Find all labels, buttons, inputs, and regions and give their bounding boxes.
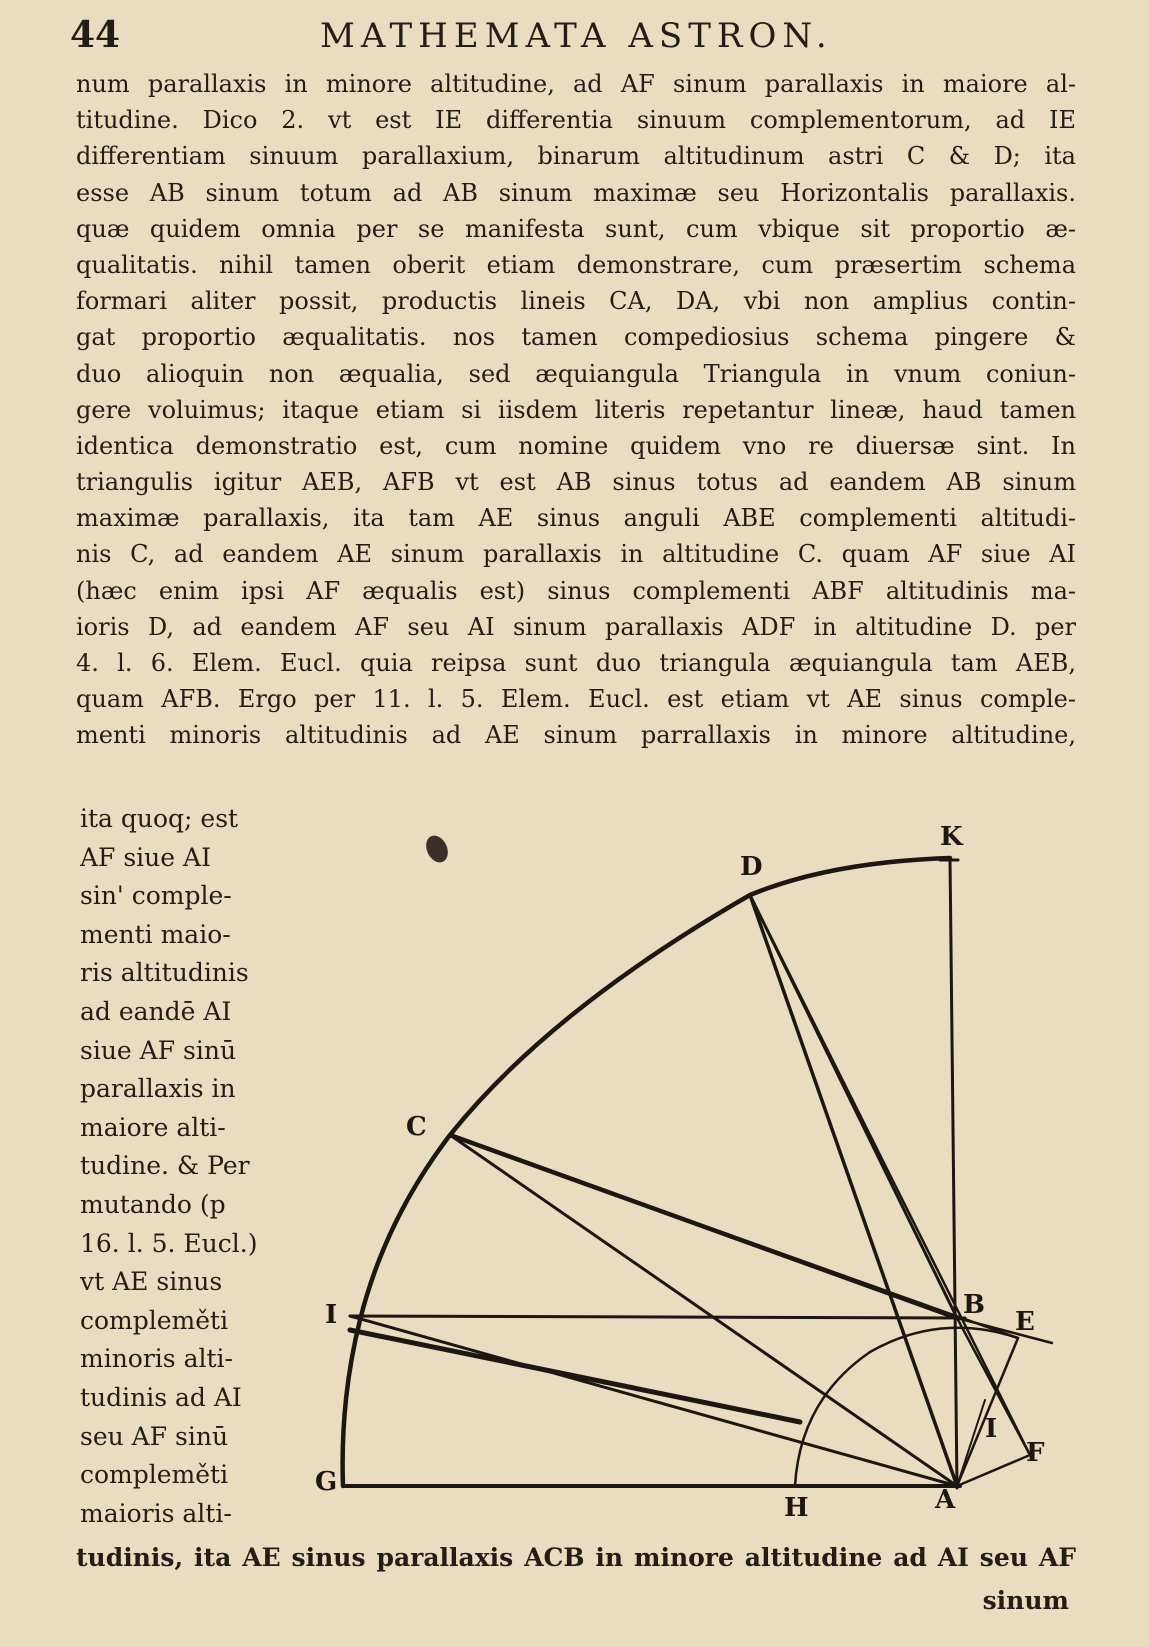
side-line: menti maio-	[80, 919, 231, 949]
side-line: maiore alti-	[80, 1112, 226, 1142]
label-h: H	[784, 1493, 809, 1523]
text-line: (hæc enim ipsi AF æqualis est) sinus complementi ABF altitudinis ma-	[76, 576, 1076, 605]
line-ca	[450, 1135, 957, 1486]
text-line: duo alioquin non æqualia, sed æquiangula Triangula in vnum coniun-	[76, 359, 1076, 388]
label-g: G	[315, 1467, 338, 1497]
line-ia-thick	[350, 1330, 800, 1422]
text-line: nis C, ad eandem AE sinum parallaxis in altitudine C. quam AF siue AI	[76, 540, 1076, 569]
text-line: num parallaxis in minore altitudine, ad AF sinum parallaxis in maiore al-	[76, 70, 1076, 98]
label-d: D	[740, 852, 763, 882]
text-line: gat proportio æqualitatis. nos tamen compediosius schema pingere &	[76, 323, 1076, 352]
top-arc	[750, 858, 950, 895]
page-number: 44	[70, 14, 121, 56]
side-line: compleměti	[80, 1460, 229, 1490]
side-line: ad eandē AI	[80, 996, 232, 1026]
side-line: AF siue AI	[80, 842, 211, 872]
blot-mark	[422, 832, 452, 866]
text-line: quam AFB. Ergo per 11. l. 5. Elem. Eucl. est etiam vt AE sinus comple-	[76, 685, 1076, 714]
side-line: compleměti	[80, 1305, 229, 1335]
side-line: sin' comple-	[80, 881, 232, 911]
text-line: esse AB sinum totum ad AB sinum maximæ seu Horizontalis parallaxis.	[76, 178, 1076, 207]
side-line: seu AF sinū	[80, 1421, 229, 1451]
label-c: C	[406, 1112, 427, 1142]
side-line: 16. l. 5. Eucl.)	[80, 1228, 258, 1258]
vertical-line-k	[950, 858, 957, 1488]
text-line: triangulis igitur AEB, AFB vt est AB sinus totus ad eandem AB sinum	[76, 468, 1076, 497]
line-ai	[957, 1400, 985, 1486]
line-ia	[350, 1316, 957, 1486]
side-line: parallaxis in	[80, 1074, 236, 1104]
text-line: formari aliter possit, productis lineis CA, DA, vbi non amplius contin-	[76, 287, 1076, 316]
small-arc	[795, 1328, 1018, 1486]
side-line: siue AF sinū	[80, 1035, 237, 1065]
text-line: gere voluimus; itaque etiam si iisdem literis repetantur lineæ, haud tamen	[76, 395, 1076, 424]
label-k: K	[940, 822, 963, 852]
text-line: titudine. Dico 2. vt est IE differentia sinuum complementorum, ad IE	[76, 106, 1076, 135]
label-i-small: I	[985, 1414, 998, 1444]
text-line: ioris D, ad eandem AF seu AI sinum parallaxis ADF in altitudine D. per	[76, 612, 1076, 641]
line-ce	[450, 1135, 1018, 1338]
text-line: 4. l. 6. Elem. Eucl. quia reipsa sunt duo triangula æquiangula tam AEB,	[76, 649, 1076, 677]
side-line: minoris alti-	[80, 1344, 233, 1374]
text-line: qualitatis. nihil tamen oberit etiam demonstrare, cum præsertim schema	[76, 250, 1076, 279]
catchword: sinum	[982, 1586, 1069, 1615]
text-line: identica demonstratio est, cum nomine quidem vno re diuersæ sint. In	[76, 431, 1076, 460]
text-line: maximæ parallaxis, ita tam AE sinus anguli ABE complementi altitudi-	[76, 504, 1076, 533]
side-line: vt AE sinus	[80, 1267, 223, 1297]
text-line: quæ quidem omnia per se manifesta sunt, cum vbique sit proportio æ-	[76, 214, 1076, 243]
label-f: F	[1026, 1438, 1045, 1468]
side-line: tudine. & Per	[80, 1151, 250, 1181]
side-line: tudinis ad AI	[80, 1382, 242, 1412]
label-a: A	[935, 1485, 956, 1515]
text-line: menti minoris altitudinis ad AE sinum parrallaxis in minore altitudine,	[76, 721, 1076, 750]
label-i-left: I	[325, 1300, 338, 1330]
side-line: ris altitudinis	[80, 958, 249, 988]
label-e: E	[1015, 1307, 1035, 1337]
side-line: ita quoq; est	[80, 804, 239, 833]
side-line: mutando (p	[80, 1189, 226, 1219]
running-title: MATHEMATA ASTRON.	[320, 16, 833, 56]
side-line: maioris alti-	[80, 1498, 232, 1528]
label-b: B	[963, 1290, 985, 1320]
bottom-text	[76, 1540, 1076, 1576]
horizontal-ib	[350, 1316, 965, 1318]
text-line: differentiam sinuum parallaxium, binarum altitudinum astri C & D; ita	[76, 142, 1076, 171]
line-da	[750, 895, 957, 1486]
bottom-line: tudinis, ita AE sinus parallaxis ACB in minore altitudine ad AI seu AF	[76, 1543, 1076, 1572]
